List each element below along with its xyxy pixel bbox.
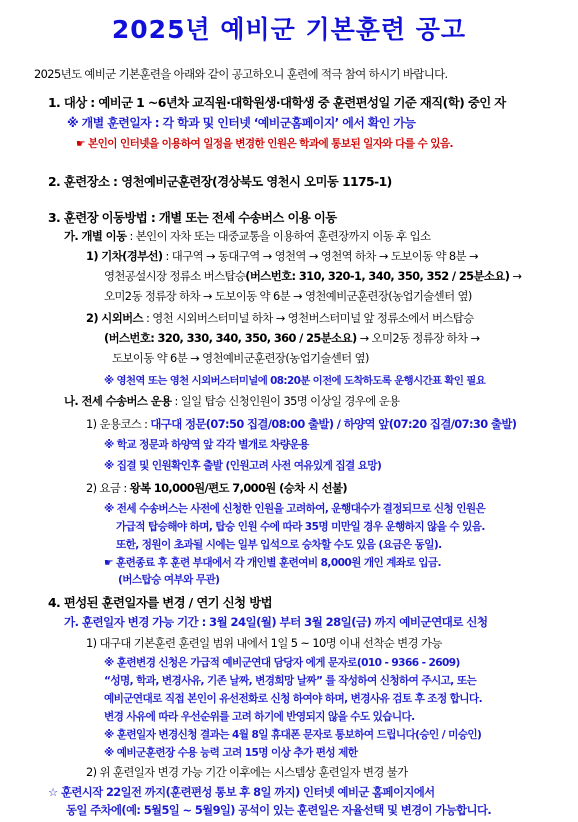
fare-line <box>86 481 347 496</box>
s1-note: ※ 개별 훈련일자 : 각 학과 및 인터넷 ‘예비군홈페이지’ 에서 확인 가능 <box>67 116 416 130</box>
fare-label: 2) 요금 : <box>86 481 130 495</box>
train-line-3: 오미2동 정류장 하차 → 도보이동 약 6분 → 영천예비군훈련장(농업기술센터 옆) <box>104 289 472 303</box>
fare-note-3: 또한, 정원이 초과될 시에는 일부 입석으로 승차할 수도 있음 (요금은 동일). <box>116 539 442 551</box>
s3-ga-label: 가. 개별 이동 <box>64 229 127 243</box>
train-text-2a: 영천공설시장 정류소 버스탑승 <box>104 269 246 283</box>
fare-text: 왕복 10,000원/편도 7,000원 (승차 시 선불) <box>129 481 348 495</box>
s3-na-line <box>64 394 399 409</box>
route-text: 대구대 정문(07:50 집결/08:00 출발) / 하양역 앞(07:20 집결/07:30 출발) <box>150 417 517 431</box>
bus-note: ※ 영천역 또는 영천 시외버스터미널에 08:20분 이전에 도착하도록 운행시간표 확인 필요 <box>104 375 486 387</box>
bus-text-1: : 영천 시외버스터미널 하차 → 영천버스터미널 앞 정류소에서 버스탑승 <box>142 311 474 325</box>
bus-text-2b: → 오미2동 정류장 하차 → <box>356 331 480 345</box>
bus-label: 2) 시외버스 <box>86 311 143 325</box>
s3-na-label: 나. 전세 수송버스 운용 <box>64 394 172 408</box>
bus-numbers: (버스번호: 320, 330, 340, 350, 360 / 25분소요) <box>104 331 357 345</box>
s4-note-2: “성명, 학과, 변경사유, 기존 날짜, 변경희망 날짜” 를 작성하여 신청하여 주시고, 또는 <box>104 675 477 687</box>
s1-warning: ☛ 본인이 인터넷을 이용하여 일정을 변경한 인원은 학과에 통보된 일자와 다를 수 있음. <box>76 138 453 150</box>
s4-ga: 가. 훈련일자 변경 가능 기간 : 3월 24일(월) 부터 3월 28일(금) 까지 예비군연대로 신청 <box>64 615 488 629</box>
intro-text: 2025년도 예비군 기본훈련을 아래와 같이 공고하오니 훈련에 적극 참여 하시기 바랍니다. <box>34 67 448 81</box>
page-title: 2025년 예비군 기본훈련 공고 <box>111 15 467 44</box>
s3-na-text: : 일일 탑승 신청인원이 35명 이상일 경우에 운용 <box>171 394 400 408</box>
bus-line-3: 도보이동 약 6분 → 영천예비군훈련장(농업기술센터 옆) <box>112 351 369 365</box>
bus-line-1 <box>86 311 474 326</box>
star-note-2: 동일 주차에(예: 5월5일 ~ 5월9일) 공석이 있는 훈련일은 자율선택 및 변경이 가능합니다. <box>66 803 492 817</box>
fare-note-2: 가급적 탑승해야 하며, 탑승 인원 수에 따라 35명 미만일 경우 운행하지 않을 수 있음. <box>116 521 485 533</box>
fare-note-5: (버스탑승 여부와 무관) <box>118 574 220 586</box>
bus-line-2 <box>104 331 479 346</box>
train-line-2 <box>104 269 521 284</box>
section-3-heading: 3. 훈련장 이동방법 : 개별 또는 전세 수송버스 이용 이동 <box>48 210 337 225</box>
fare-note-4: ☛ 훈련종료 후 훈련 부대에서 각 개인별 훈련여비 8,000원 개인 계좌로 입금. <box>104 557 441 569</box>
train-label: 1) 기차(경부선) <box>86 249 163 263</box>
s4-note-3: 예비군연대로 직접 본인이 유선전화로 신청 하여야 하며, 변경사유 검토 후 조정 합니다. <box>104 693 482 705</box>
train-text-2c: → <box>509 269 522 283</box>
route-label: 1) 운용코스 : <box>86 417 151 431</box>
s4-note-4: 변경 사유에 따라 우선순위를 고려 하기에 반영되지 않을 수도 있습니다. <box>104 711 415 723</box>
train-text-1: : 대구역 → 동대구역 → 영천역 → 영천역 하차 → 도보이동 약 8분 → <box>162 249 478 263</box>
s4-note-1: ※ 훈련변경 신청은 가급적 예비군연대 담당자 에게 문자로(010 - 9366 - 2609) <box>104 657 460 669</box>
route-note-2: ※ 집결 및 인원확인후 출발 (인원고려 사전 여유있게 집결 요망) <box>104 460 382 472</box>
route-note-1: ※ 학교 정문과 하양역 앞 각각 별개로 차량운용 <box>104 439 309 451</box>
train-bus-numbers: (버스번호: 310, 320-1, 340, 350, 352 / 25분소요) <box>245 269 510 283</box>
star-note-1: ☆ 훈련시작 22일전 까지(훈련편성 통보 후 8일 까지) 인터넷 예비군 홈페이지에서 <box>48 785 435 799</box>
section-2-heading: 2. 훈련장소 : 영천예비군훈련장(경상북도 영천시 오미동 1175-1) <box>48 174 392 189</box>
s4-item-1: 1) 대구대 기본훈련 훈련일 범위 내에서 1일 5 ~ 10명 이내 선착순 변경 가능 <box>86 636 442 650</box>
route-line <box>86 417 516 432</box>
s4-note-5: ※ 훈련일자 변경신청 결과는 4월 8일 휴대폰 문자로 통보하여 드립니다(승인 / 미승인) <box>104 729 482 741</box>
s4-note-6: ※ 예비군훈련장 수용 능력 고려 15명 이상 추가 편성 제한 <box>104 747 358 759</box>
train-line-1 <box>86 249 478 264</box>
section-1-heading: 1. 대상 : 예비군 1 ~6년차 교직원·대학원생·대학생 중 훈련편성일 기준 재직(학) 중인 자 <box>48 95 506 110</box>
s4-item-2: 2) 위 훈련일자 변경 가능 기간 이후에는 시스템상 훈련일자 변경 불가 <box>86 765 408 779</box>
fare-note-1: ※ 전세 수송버스는 사전에 신청한 인원을 고려하여, 운행대수가 결정되므로 신청 인원은 <box>104 503 486 515</box>
section-4-heading: 4. 편성된 훈련일자를 변경 / 연기 신청 방법 <box>48 595 272 610</box>
s3-ga-text: : 본인이 자차 또는 대중교통을 이용하여 훈련장까지 이동 후 입소 <box>126 229 431 243</box>
s3-ga-line <box>64 229 430 244</box>
